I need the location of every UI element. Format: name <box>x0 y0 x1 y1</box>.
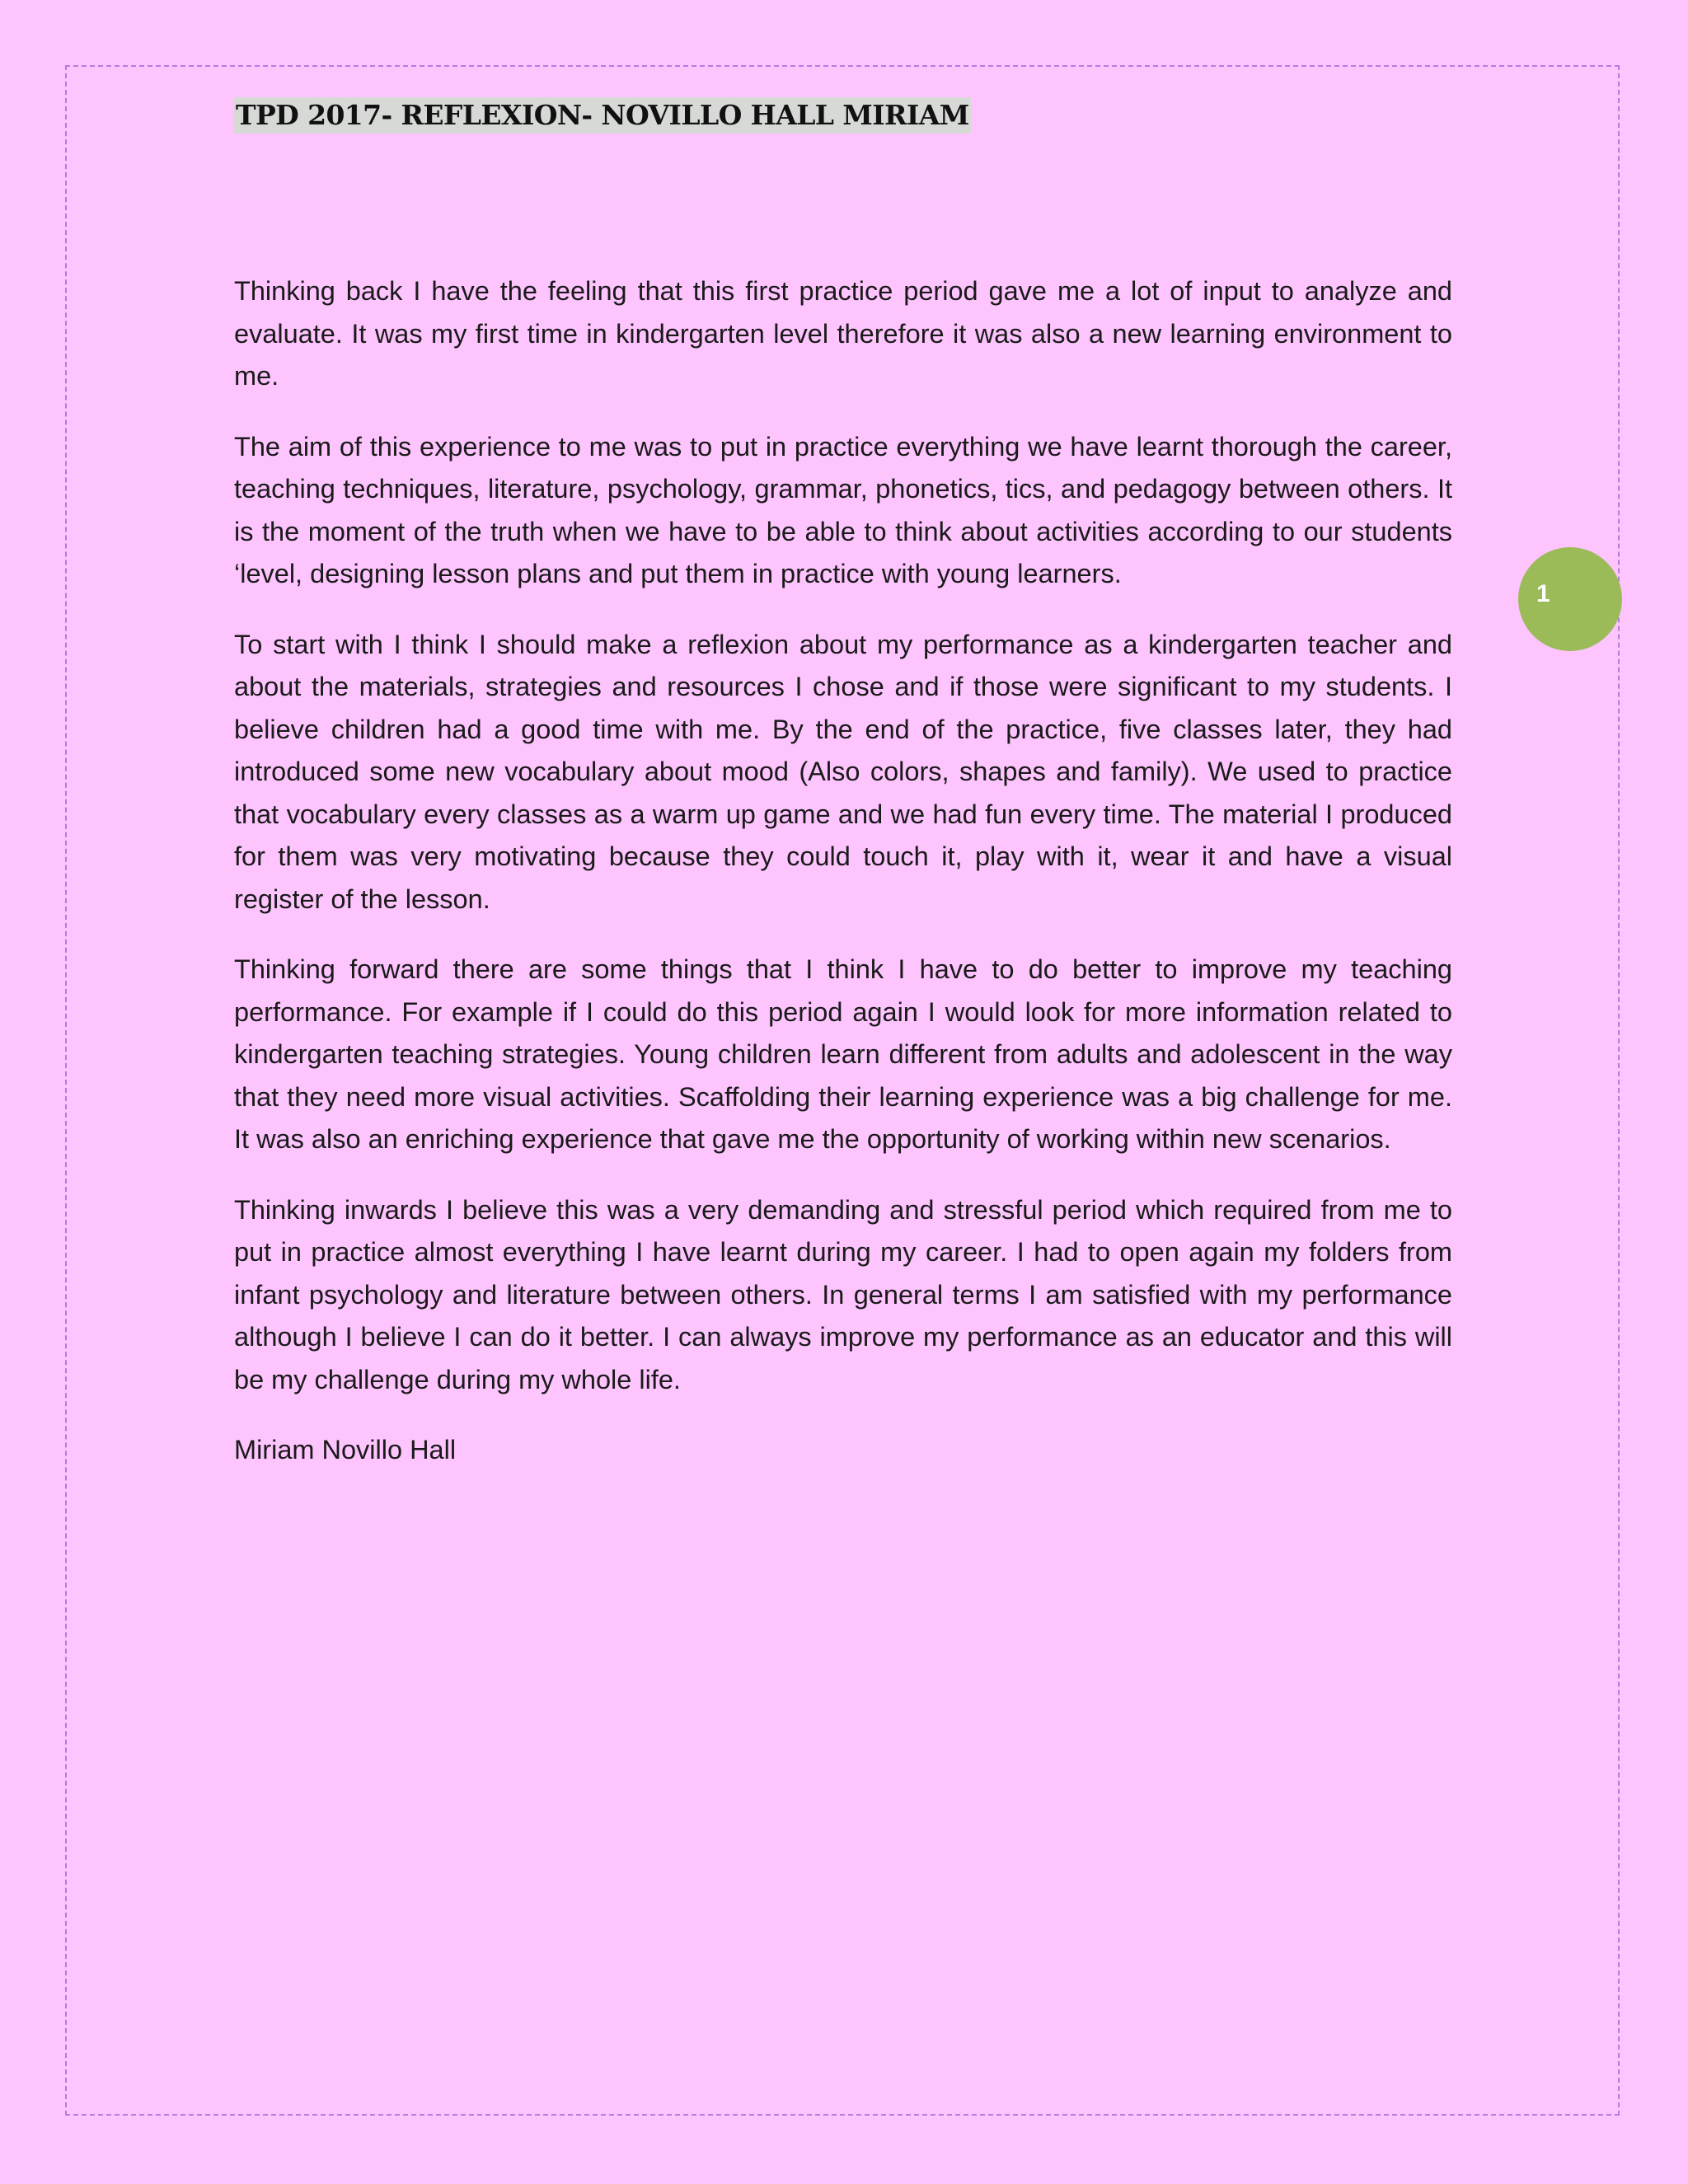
page-number-badge <box>1518 547 1622 651</box>
paragraph-thinking-inwards: Thinking inwards I believe this was a very demanding and stressful period which required from me to put in practice almost everything I have learnt during my career. I had to open again my folders from infant psychology and literature between others. In general terms I am satisfied with my performance although I believe I can do it better. I can always improve my performance as an educator and this will be my challenge during my whole life. <box>234 1194 1452 1394</box>
signature: Miriam Novillo Hall <box>234 1435 457 1465</box>
paragraph-thinking-back: Thinking back I have the feeling that this first practice period gave me a lot of input to analyze and evaluate. It was my first time in kindergarten level therefore it was also a new learning environment to me. <box>234 276 1452 391</box>
paragraph-performance: To start with I think I should make a reflexion about my performance as a kindergarten teacher and about the materials, strategies and resources I chose and if those were significant to my students. I believe children had a good time with me. By the end of the practice, five classes later, they had introduced some new vocabulary about mood (Also colors, shapes and family). We used to practice that vocabulary every classes as a warm up game and we had fun every time. The material I produced for them was very motivating because they could touch it, play with it, wear it and have a visual register of the lesson. <box>234 629 1452 914</box>
page-number: 1 <box>1536 580 1550 607</box>
paragraph-thinking-forward: Thinking forward there are some things that I think I have to do better to improve my teaching performance. For example if I could do this period again I would look for more information related to kindergarten teaching strategies. Young children learn different from adults and adolescent in the way that they need more visual activities. Scaffolding their learning experience was a big challenge for me. It was also an enriching experience that gave me the opportunity of working within new scenarios. <box>234 954 1452 1154</box>
document-title: TPD 2017- REFLEXION- NOVILLO HALL MIRIAM <box>234 97 971 134</box>
document-body <box>234 270 1452 1500</box>
paragraph-aim: The aim of this experience to me was to put in practice everything we have learnt thorough the career, teaching techniques, literature, psychology, grammar, phonetics, tics, and pedagogy between others. It is the moment of the truth when we have to be able to think about activities according to our students ‘level, designing lesson plans and put them in practice with young learners. <box>234 431 1452 588</box>
